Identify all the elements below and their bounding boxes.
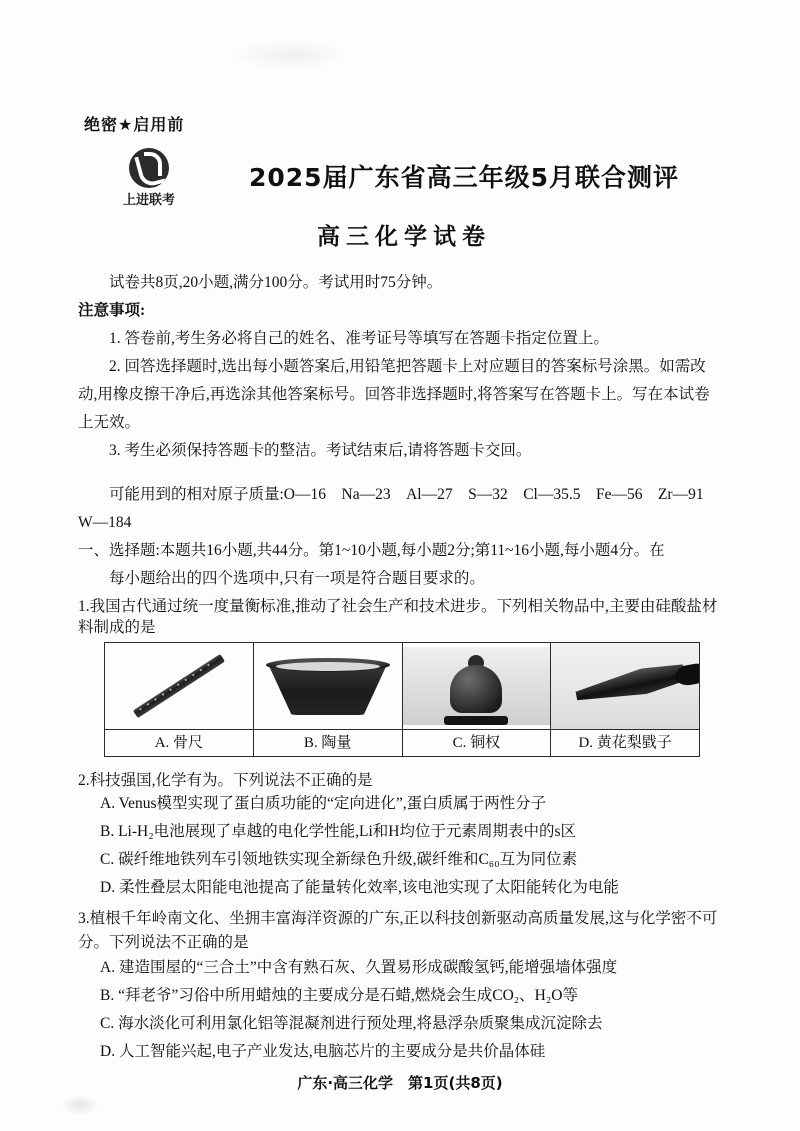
question-3-text: 植根千年岭南文化、坐拥丰富海洋资源的广东,正以科技创新驱动高质量发展,这与化学密不可: [89, 910, 718, 927]
notice-item-2: 2. 回答选择题时,选出每小题答案后,用铅笔把答题卡上对应题目的答案标号涂黑。如需改: [109, 358, 706, 375]
pottery-measure-icon: [254, 643, 402, 729]
page-title: 2025届广东省高三年级5月联合测评: [249, 163, 679, 192]
figure-option-c[interactable]: [402, 643, 551, 730]
logo-text: 上进联考: [122, 193, 175, 208]
question-1-text: 我国古代通过统一度量衡标准,推动了社会生产和技术进步。下列相关物品中,主要由硅酸盐材: [89, 598, 718, 615]
page-footer: 广东·高三化学 第1页(共8页): [297, 1074, 503, 1092]
logo-mark-icon: [129, 148, 169, 188]
question-3-option-a[interactable]: A. 建造围屋的“三合土”中含有熟石灰、久置易形成碳酸氢钙,能增强墙体强度: [100, 959, 618, 976]
title-row: [84, 148, 724, 208]
question-3-option-b[interactable]: B. “拜老爷”习俗中所用蜡烛的主要成分是石蜡,燃烧会生成CO₂、H₂O等: [100, 987, 578, 1004]
question-2-option-c[interactable]: C. 碳纤维地铁列车引领地铁实现全新绿色升级,碳纤维和C₆₀互为同位素: [100, 851, 578, 868]
figure-option-a[interactable]: [105, 643, 254, 730]
notice-item-2-cont: 动,用橡皮擦干净后,再选涂其他答案标号。回答非选择题时,将答案写在答题卡上。写在本试卷: [78, 386, 710, 403]
subject-title: 高三化学试卷: [317, 224, 491, 250]
question-3-option-c[interactable]: C. 海水淡化可利用氯化铝等混凝剂进行预处理,将悬浮杂质聚集成沉淀除去: [100, 1015, 603, 1032]
question-1-figure-options: [104, 642, 700, 757]
table-row: [105, 643, 700, 730]
question-3-stem-cont: 分。下列说法不正确的是: [78, 934, 249, 951]
atomic-mass-line2: W—184: [78, 514, 132, 531]
figure-caption-b: B. 陶量: [253, 730, 402, 757]
section-1-heading: 一、选择题:本题共16小题,共44分。第1~10小题,每小题2分;第11~16小题,每小题4分。在: [78, 542, 665, 559]
notice-heading: 注意事项:: [78, 302, 146, 319]
question-1-stem-cont: 料制成的是: [78, 619, 156, 636]
notice-item-2-cont2: 上无效。: [78, 414, 141, 431]
question-2-number: 2.: [78, 772, 90, 789]
notice-item-1: 1. 答卷前,考生务必将自己的姓名、准考证号等填写在答题卡指定位置上。: [109, 330, 609, 347]
figure-option-b[interactable]: [253, 643, 402, 730]
question-2-text: 科技强国,化学有为。下列说法不正确的是: [89, 772, 373, 789]
scan-artifact: [230, 40, 350, 70]
exam-info: 试卷共8页,20小题,满分100分。考试用时75分钟。: [109, 274, 443, 291]
scan-artifact-bottom: [60, 1095, 100, 1115]
question-2-option-a[interactable]: A. Venus模型实现了蛋白质功能的“定向进化”,蛋白质属于两性分子: [100, 795, 547, 812]
notice-item-3: 3. 考生必须保持答题卡的整洁。考试结束后,请将答题卡交回。: [109, 442, 532, 459]
figure-caption-d: D. 黄花梨戥子: [551, 730, 700, 757]
question-1-number: 1.: [78, 598, 90, 615]
figure-caption-c: C. 铜权: [402, 730, 551, 757]
question-3-option-d[interactable]: D. 人工智能兴起,电子产业发达,电脑芯片的主要成分是共价晶体硅: [100, 1043, 546, 1060]
question-3-number: 3.: [78, 910, 90, 927]
atomic-mass-line1: 可能用到的相对原子质量:O—16 Na—23 Al—27 S—32 Cl—35.5 Fe—56 Zr—91: [109, 486, 704, 503]
table-row-captions: [105, 730, 700, 757]
question-2-option-d[interactable]: D. 柔性叠层太阳能电池提高了能量转化效率,该电池实现了太阳能转化为电能: [100, 879, 619, 896]
wooden-steelyard-icon: [551, 643, 699, 729]
bronze-weight-icon: [403, 643, 551, 729]
figure-caption-a: A. 骨尺: [105, 730, 254, 757]
secret-label: 绝密★启用前: [84, 115, 185, 134]
figure-option-d[interactable]: [551, 643, 700, 730]
bone-ruler-icon: [105, 643, 253, 729]
question-2-option-b[interactable]: B. Li-H₂电池展现了卓越的电化学性能,Li和H均位于元素周期表中的s区: [100, 823, 576, 840]
exam-logo: [110, 148, 188, 210]
section-1-heading-cont: 每小题给出的四个选项中,只有一项是符合题目要求的。: [109, 570, 485, 587]
